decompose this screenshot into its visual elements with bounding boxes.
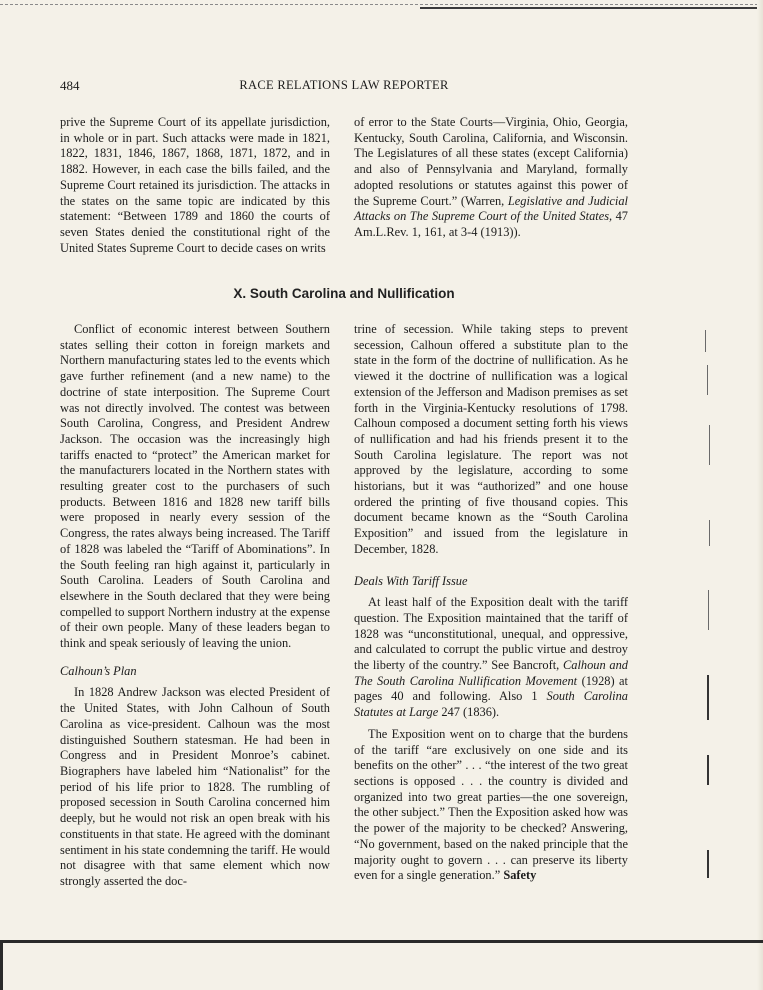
top-left-paragraph: prive the Supreme Court of its appellate jurisdiction, in whole or in part. Such attacks were made in 1821, 1822, 1831, 1846, 1867, 1868, 1871, 1872, and in 1882. However, in each case the bills failed, and the Supreme Court retained its jurisdiction. The attacks in the states on the same topic are indicated by this statement: “Between 1789 and 1860 the courts of seven States denied the constitutional right of the United States Supreme Court to decide cases on writs: [60, 115, 330, 255]
right-p3-bold: Safety: [503, 868, 537, 883]
margin-mark: [707, 675, 709, 720]
scan-top-rule-dark: [420, 7, 763, 9]
left-paragraph-1: Conflict of economic interest between Southern states selling their cotton in foreign markets and Northern manufacturing states led to the events which gave further refinement (and a new name) to the doctrine of state interposition. The Supreme Court was not directly involved. The contest was between South Carolina, Congress, and President Andrew Jackson. The occasion was the increasingly high tariffs enacted to “protect” the American market for the manufacturers located in the Northern states with resulting greater cost to the purchasers of such products. Between 1816 and 1828 new tariff bills were proposed in nearly every session of the Congress, the rates always being increased. The Tariff of 1828 was labeled the “Tariff of Abominations”. In the South feeling ran high against it, particularly in South Carolina. Leaders of South Carolina and elsewhere in the South declared that they were being compelled to support Northern industry at the expense of their own people. Many of these leaders began to think and speak seriously of leaving the union.: [60, 322, 330, 651]
scan-bottom-rule: [0, 940, 763, 943]
left-column: [60, 322, 330, 890]
margin-mark: [707, 365, 708, 395]
margin-mark: [709, 425, 710, 465]
right-p3-text: The Exposition went on to charge that the burdens of the tariff “are exclusively on one side and its benefits on the other” . . . “the interest of the two great sections is opposed . . . the country is divided and organized into two great parties—the one sovereign, the other subject.” Then the Exposition asked how was the power of the majority to be checked? Answering, “No government, based on the naked principle that the majority ought to govern . . . can preserve its liberty even for a single generation.”: [354, 726, 628, 883]
running-head: RACE RELATIONS LAW REPORTER: [239, 78, 449, 92]
right-p2-text-a: At least half of the Exposition dealt with the tariff question. The Exposition maintained that the tariff of 1828 was “unconstitutional, unequal, and oppressive, and calculated to corrupt the public virtue and destroy the liberty of the country.” See Bancroft,: [354, 595, 628, 673]
right-paragraph-2: [354, 595, 628, 721]
page-header: [60, 78, 628, 98]
left-paragraph-2: In 1828 Andrew Jackson was elected President of the United States, with John Calhoun of South Carolina as vice-president. Calhoun was the most distinguished Southern statesman. He had been in Congress and in President Monroe’s cabinet. Biographers have labeled him “Nationalist” for the period of his life prior to 1828. The rumbling of proposed secession in South Carolina concerned him deeply, but he would not risk an open break with his constituents in that state. He agreed with the dominant sentiment in his state condemning the tariff. He would not disagree with that same element which now strongly asserted the doc-: [60, 685, 330, 888]
top-right-text-2: 47 Am.L.Rev. 1, 161, at 3-4 (1913)).: [354, 209, 628, 239]
right-column: [354, 322, 628, 884]
citation-bancroft: Calhoun and The South Carolina Nullification Movement: [354, 658, 628, 688]
scan-edge: [757, 0, 763, 990]
top-right-text-1: of error to the State Courts—Virginia, Ohio, Georgia, Kentucky, South Carolina, California, and Wisconsin. The Legislatures of all these states (except California) and also of Pennsylvania and Maryland, formally adopted resolutions or statutes against this power of the Supreme Court.” (Warren,: [354, 115, 628, 208]
page-number: 484: [60, 78, 80, 93]
right-p2-text-c: 247 (1836).: [438, 705, 500, 720]
margin-mark: [708, 590, 709, 630]
margin-mark: [707, 755, 709, 785]
margin-mark: [707, 850, 709, 878]
citation-title: Legislative and Judicial Attacks on The Supreme Court of the United States,: [354, 193, 628, 224]
margin-mark: [709, 520, 710, 546]
right-paragraph-3: [354, 727, 628, 884]
subheading-deals-with-tariff: Deals With Tariff Issue: [354, 573, 468, 588]
margin-mark: [705, 330, 706, 352]
right-p2-text-b: (1928) at pages 40 and following. Also 1: [354, 673, 628, 704]
right-paragraph-1: trine of secession. While taking steps to prevent secession, Calhoun offered a substitute plan to the state in the form of the doctrine of nullification. As he viewed it the doctrine of nullification was a logical extension of the Jefferson and Madison premises as set forth in the Virginia-Kentucky resolutions of 1798. Calhoun composed a document setting forth his views of nullification and had his friends present it to the South Carolina legislature. The report was not approved by the legislature, according to some historians, but it was “authorized” and one house ordered the printing of five thousand copies. This document became known as the “South Carolina Exposition” and issued from the legislature in December, 1828.: [354, 322, 628, 556]
top-right-paragraph: [354, 115, 628, 241]
section-heading: X. South Carolina and Nullification: [233, 286, 455, 301]
top-right-column: [354, 115, 628, 241]
scan-bottom-side: [0, 940, 3, 990]
citation-statutes: South Carolina Statutes at Large: [354, 689, 629, 720]
subheading-calhouns-plan: Calhoun’s Plan: [60, 663, 137, 678]
scan-top-rule: [0, 4, 763, 5]
top-left-column: [60, 115, 330, 256]
